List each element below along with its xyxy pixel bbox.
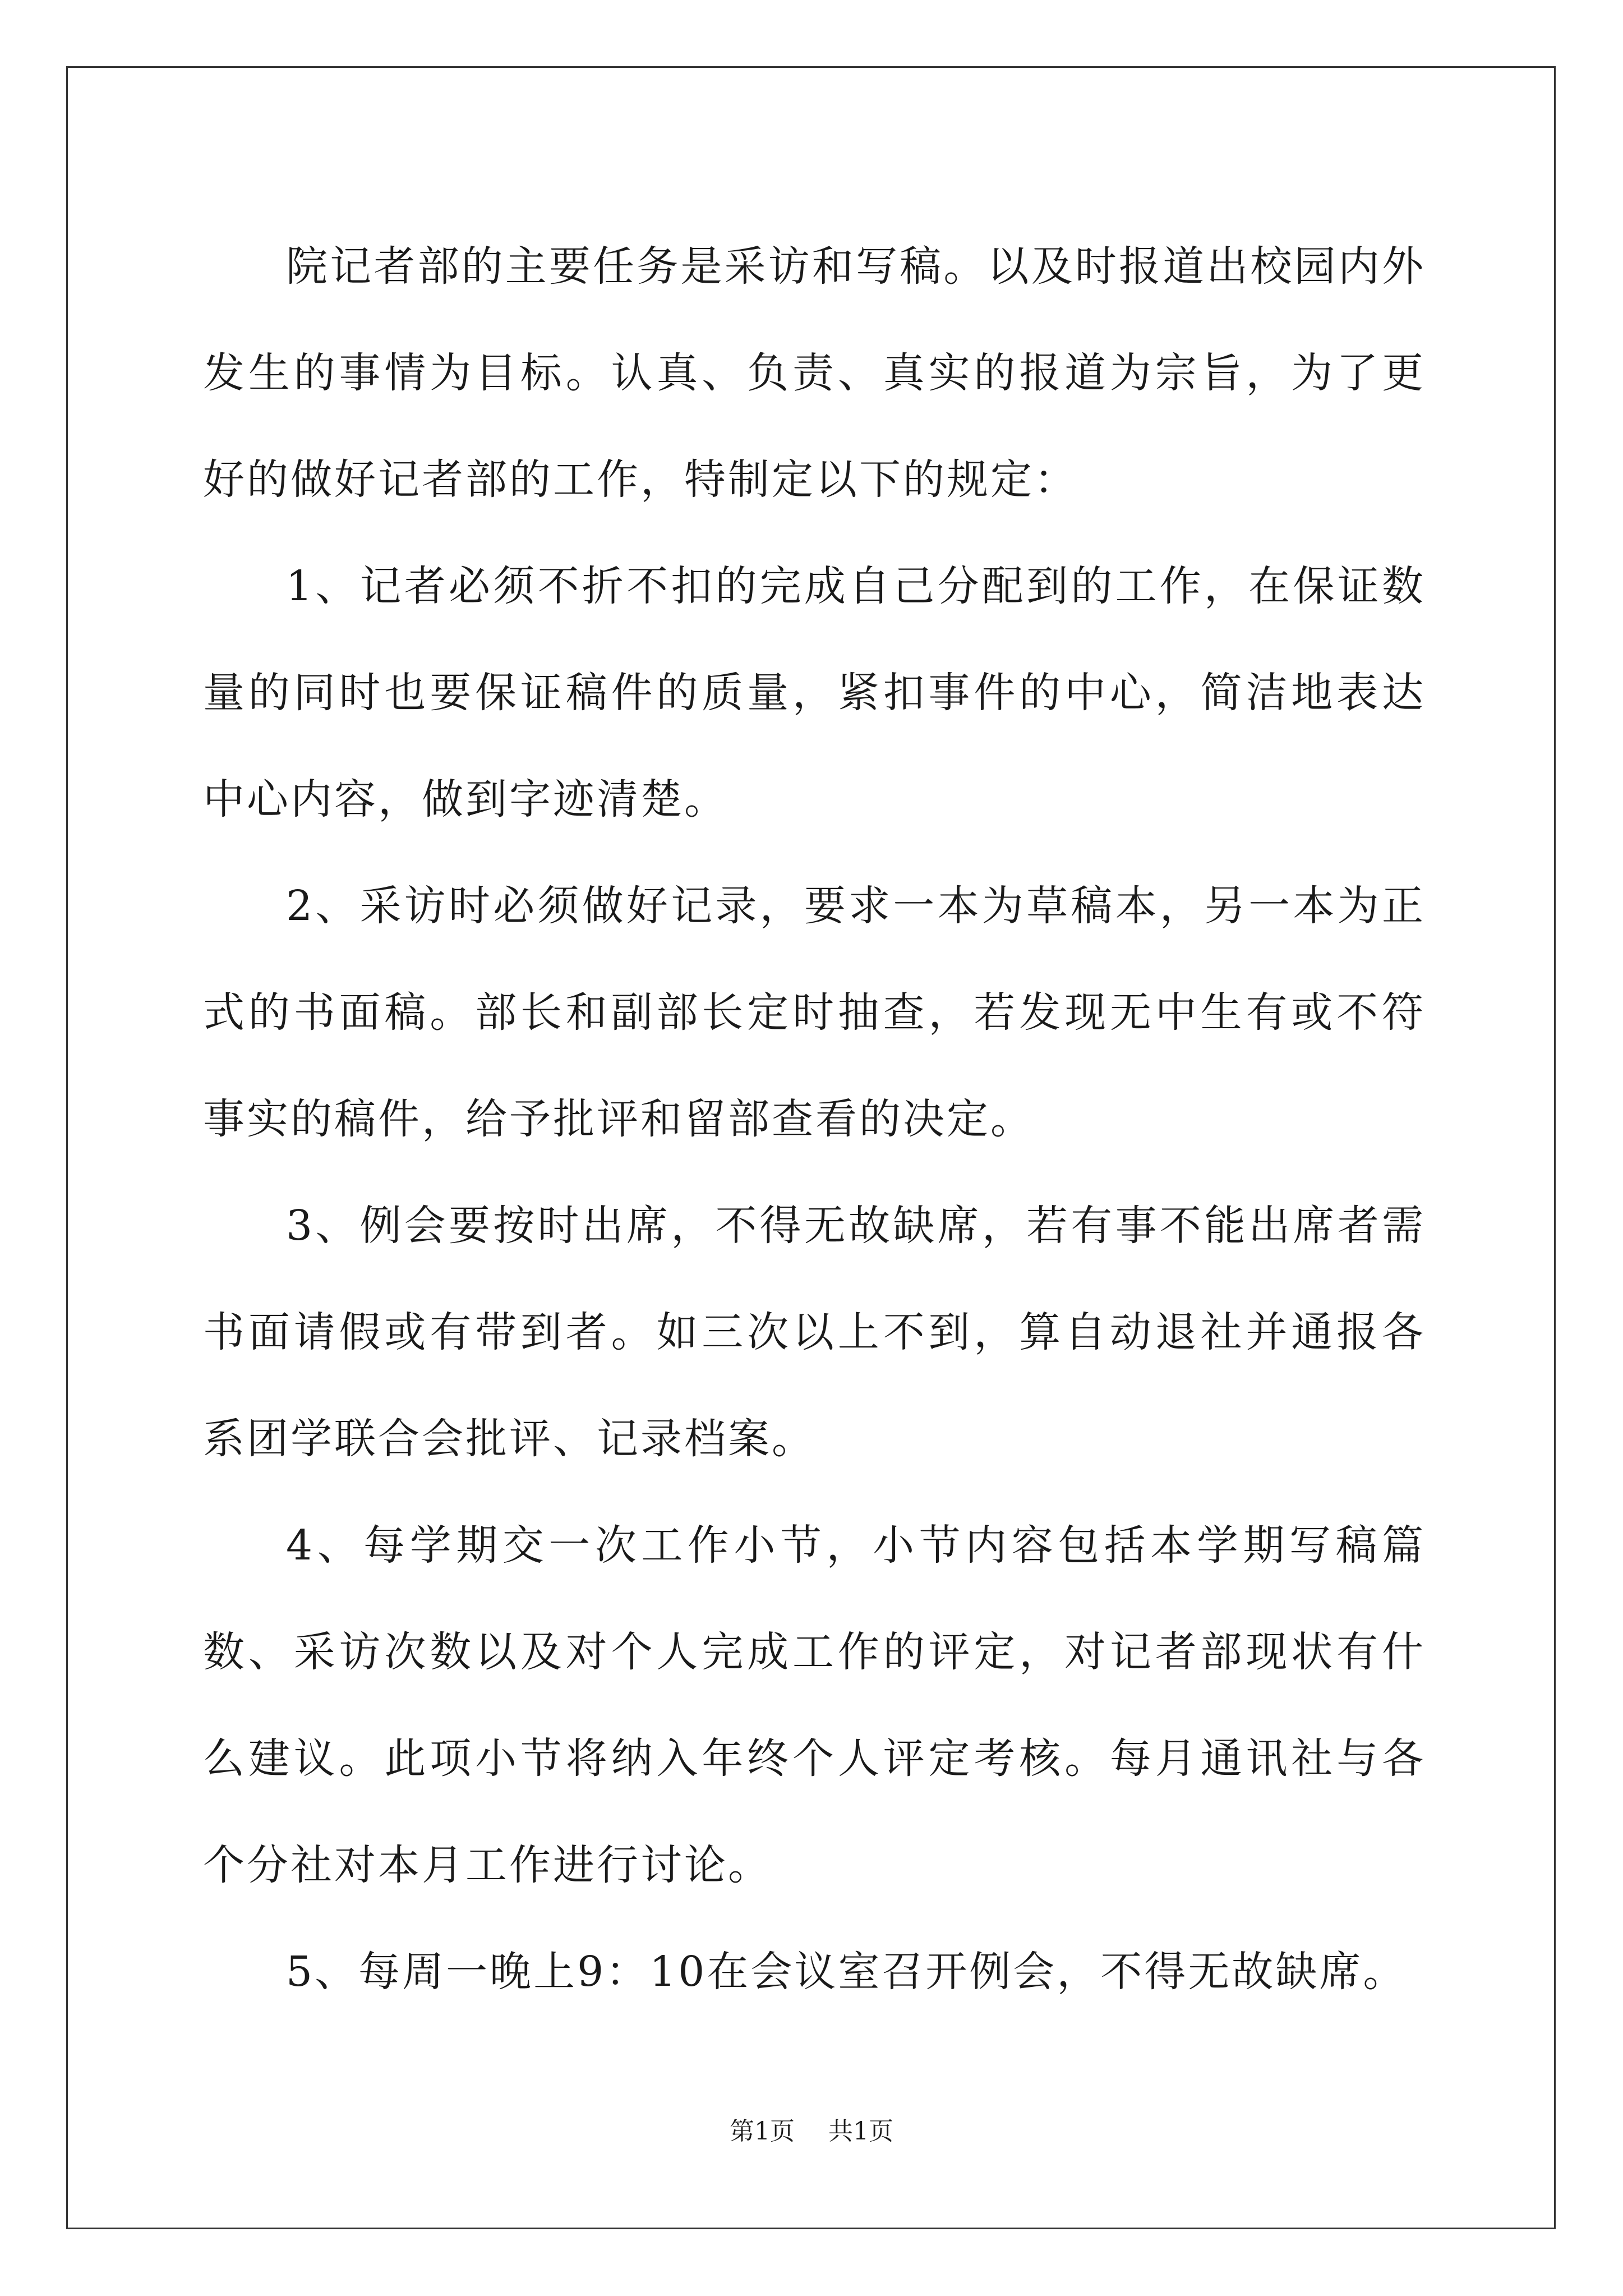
paragraph-rule-5: 5、每周一晚上9：10在会议室召开例会，不得无故缺席。 [286, 1948, 1407, 1996]
page-footer [0, 2115, 1623, 2148]
document-body [203, 213, 1426, 2025]
paragraph-rule-4: 4、每学期交一次工作小节，小节内容包括本学期写稿篇数、采访次数以及对个人完成工作的评定，对记者部现状有什么建议。此项小节将纳入年终个人评定考核。每月通讯社与各个分社对本月工作进行讨论。 [203, 1521, 1426, 1889]
paragraph-intro: 院记者部的主要任务是采访和写稿。以及时报道出校园内外发生的事情为目标。认真、负责、真实的报道为宗旨，为了更好的做好记者部的工作，特制定以下的规定： [203, 242, 1426, 504]
page-total: 共1页 [828, 2117, 893, 2146]
page-number: 第1页 [730, 2117, 795, 2146]
paragraph-rule-1: 1、记者必须不折不扣的完成自己分配到的工作，在保证数量的同时也要保证稿件的质量，紧扣事件的中心，简洁地表达中心内容，做到字迹清楚。 [203, 562, 1426, 823]
paragraph-rule-2: 2、采访时必须做好记录，要求一本为草稿本，另一本为正式的书面稿。部长和副部长定时抽查，若发现无中生有或不符事实的稿件，给予批评和留部查看的决定。 [203, 882, 1426, 1143]
paragraph-rule-3: 3、例会要按时出席，不得无故缺席，若有事不能出席者需书面请假或有带到者。如三次以上不到，算自动退社并通报各系团学联合会批评、记录档案。 [203, 1202, 1426, 1463]
